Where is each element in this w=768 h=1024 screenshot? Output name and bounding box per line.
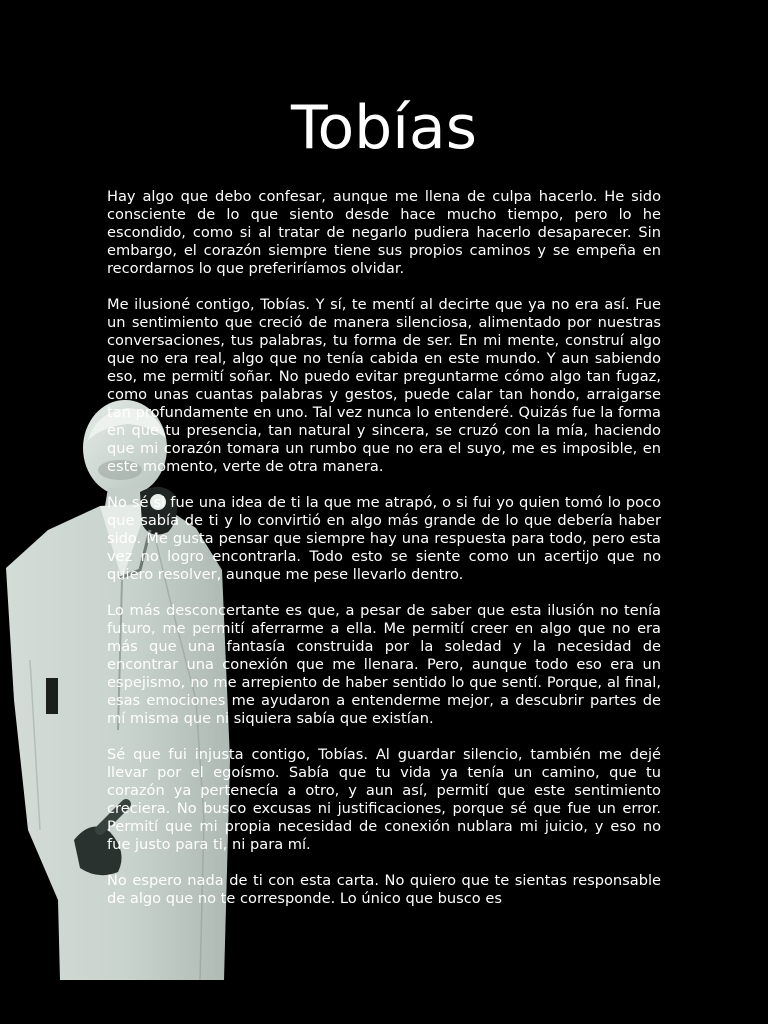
letter-title: Tobías — [291, 93, 477, 163]
letter-paragraph: Sé que fui injusta contigo, Tobías. Al guardar silencio, también me dejé llevar por el egoísmo. Sabía que tu vida ya tenía un camino, que tu corazón ya pertenecía a otro, y aun así, permití que este sentimiento creciera. No busco excusas ni justificaciones, porque sé que fue un error. Permití que mi propia necesidad de conexión nublara mi juicio, y eso no fue justo para ti, ni para mí. — [107, 746, 661, 853]
letter-paragraph: Lo más desconcertante es que, a pesar de saber que esta ilusión no tenía futuro, me permití aferrarme a ella. Me permití creer en algo que no era más que una fantasía construida por la soledad y la necesidad de encontrar una conexión que me llenara. Pero, aunque todo eso era un espejismo, no me arrepiento de haber sentido lo que sentí. Porque, al final, esas emociones me ayudaron a entenderme mejor, a descubrir partes de mí misma que ni siquiera sabía que existían. — [107, 602, 661, 727]
letter-paragraph: Hay algo que debo confesar, aunque me llena de culpa hacerlo. He sido consciente de lo que siento desde hace mucho tiempo, pero lo he escondido, como si al tratar de negarlo pudiera hacerlo desaparecer. Sin embargo, el corazón siempre tiene sus propios caminos y se empeña en recordarnos lo que preferiríamos olvidar. — [107, 188, 661, 277]
letter-paragraph: Me ilusioné contigo, Tobías. Y sí, te mentí al decirte que ya no era así. Fue un sentimiento que creció de manera silenciosa, alimentado por nuestras conversaciones, tus palabras, tu forma de ser. En mi mente, construí algo que no era real, algo que no tenía cabida en este mundo. Y aun sabiendo eso, me permití soñar. No puedo evitar preguntarme cómo algo tan fugaz, como unas cuantas palabras y gestos, puede calar tan hondo, arraigarse tan profundamente en uno. Tal vez nunca lo entenderé. Quizás fue la forma en que tu presencia, tan natural y sincera, se cruzó con la mía, haciendo que mi corazón tomara un rumbo que no era el suyo, me es imposible, en este momento, verte de otra manera. — [107, 296, 661, 475]
letter-body — [107, 188, 661, 908]
letter-paragraph: No espero nada de ti con esta carta. No quiero que te sientas responsable de algo que no te corresponde. Lo único que busco es — [107, 872, 661, 907]
letter-paragraph: No sé si fue una idea de ti la que me atrapó, o si fui yo quien tomó lo poco que sabía de ti y lo convirtió en algo más grande de lo que debería haber sido. Me gusta pensar que siempre hay una respuesta para todo, pero esta vez no logro encontrarla. Todo esto se siente como un acertijo que no quiero resolver, aunque me pese llevarlo dentro. — [107, 494, 661, 583]
